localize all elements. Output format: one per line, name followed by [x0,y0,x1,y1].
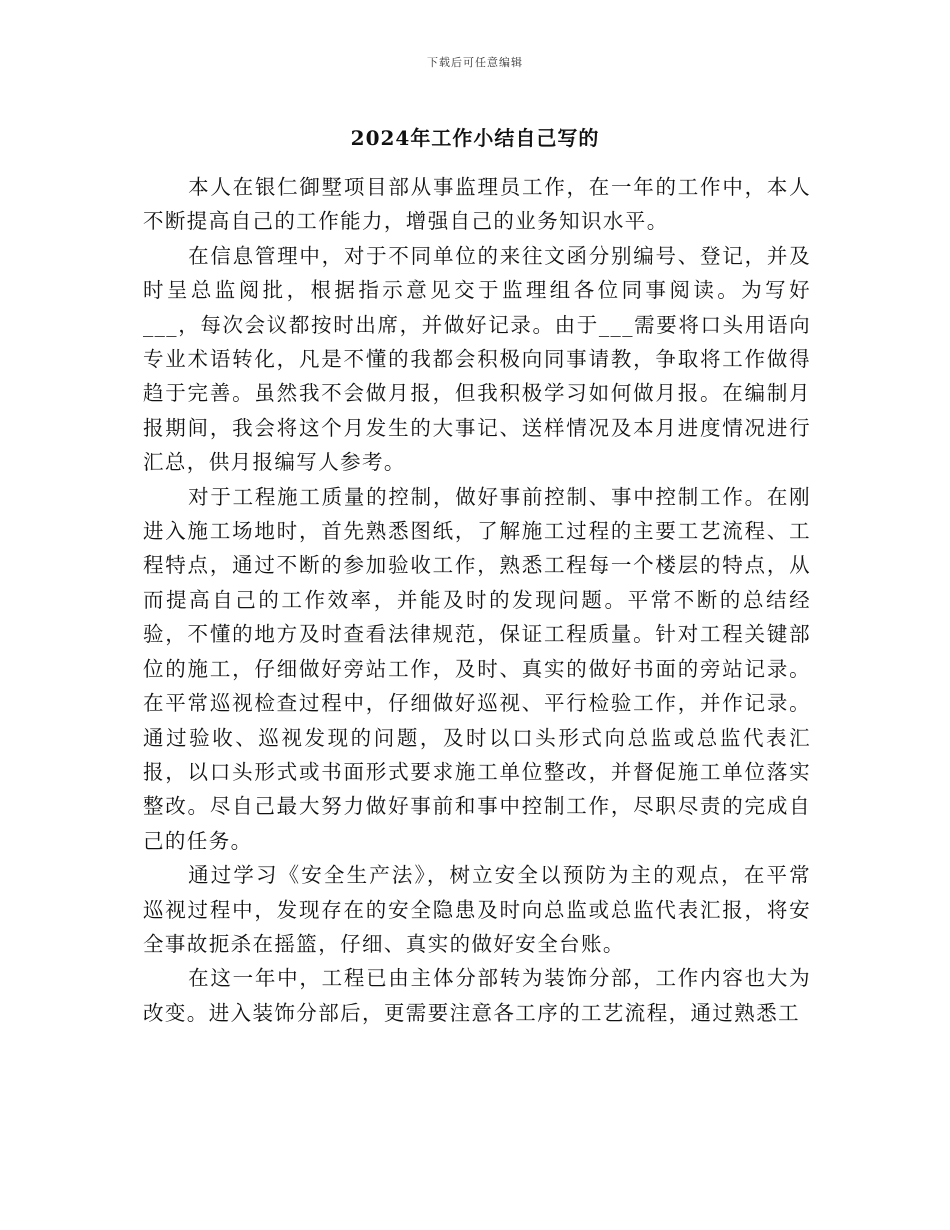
paragraph-quality-control: 对于工程施工质量的控制，做好事前控制、事中控制工作。在刚进入施工场地时，首先熟悉图纸，了解施工过程的主要工艺流程、工程特点，通过不断的参加验收工作，熟悉工程每一个楼层的特点，从而提高自己的工作效率，并能及时的发现问题。平常不断的总结经验，不懂的地方及时查看法律规范，保证工程质量。针对工程关键部位的施工，仔细做好旁站工作，及时、真实的做好书面的旁站记录。在平常巡视检查过程中，仔细做好巡视、平行检验工作，并作记录。通过验收、巡视发现的问题，及时以口头形式向总监或总监代表汇报，以口头形式或书面形式要求施工单位整改，并督促施工单位落实整改。尽自己最大努力做好事前和事中控制工作，尽职尽责的完成自己的任务。 [143,484,811,853]
paragraph-decoration-phase: 在这一年中，工程已由主体分部转为装饰分部，工作内容也大为改变。进入装饰分部后，更需要注意各工序的工艺流程，通过熟悉工 [143,966,811,1025]
paragraph-safety: 通过学习《安全生产法》，树立安全以预防为主的观点，在平常巡视过程中，发现存在的安全隐患及时向总监或总监代表汇报，将安全事故扼杀在摇篮，仔细、真实的做好安全台账。 [143,863,811,956]
document-title: 2024年工作小结自己写的 [350,126,600,150]
paragraph-information-management: 在信息管理中，对于不同单位的来往文函分别编号、登记，并及时呈总监阅批，根据指示意见交于监理组各位同事阅读。为写好___，每次会议都按时出席，并做好记录。由于___需要将口头用语向专业术语转化，凡是不懂的我都会积极向同事请教，争取将工作做得趋于完善。虽然我不会做月报，但我积极学习如何做月报。在编制月报期间，我会将这个月发生的大事记、送样情况及本月进度情况进行汇总，供月报编写人参考。 [143,243,811,475]
document-body [143,170,811,1030]
page-header-note: 下载后可任意编辑 [427,56,523,69]
paragraph-intro: 本人在银仁御墅项目部从事监理员工作，在一年的工作中，本人不断提高自己的工作能力，增强自己的业务知识水平。 [143,175,811,234]
